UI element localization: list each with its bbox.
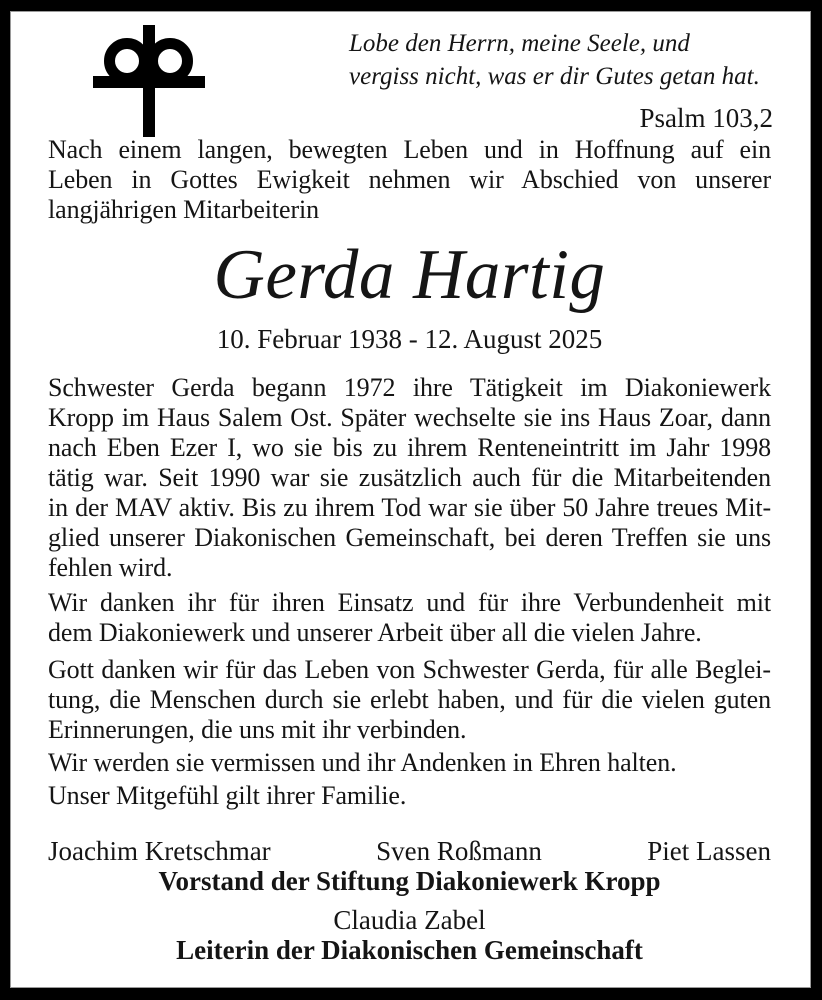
text-line: langjährigen Mitarbeiterin <box>48 195 320 224</box>
obituary-paragraph-2 <box>48 588 771 648</box>
text-line: Kropp im Haus Salem Ost. Später wechselte sie ins Haus Zoar, dann <box>48 403 771 432</box>
obituary-paragraph-1 <box>48 373 771 583</box>
text-line: Nach einem langen, bewegten Leben und in Hoffnung auf ein <box>48 135 771 164</box>
leader-name: Claudia Zabel <box>333 905 486 935</box>
signatory-name-1: Joachim Kretschmar <box>48 836 271 866</box>
board-title: Vorstand der Stiftung Diakoniewerk Kropp <box>158 866 661 896</box>
obituary-paragraph-4 <box>48 748 771 778</box>
deceased-name: Gerda Hartig <box>213 236 606 314</box>
text-line: tung, die Menschen durch sie erlebt haben, und für die vielen guten <box>48 685 771 714</box>
text-line: Unser Mitgefühl gilt ihrer Familie. <box>48 781 407 810</box>
scripture-quote <box>349 27 773 133</box>
text-line: in der MAV aktiv. Bis zu ihrem Tod war sie über 50 Jahre treues Mit- <box>48 493 771 522</box>
diakonie-crown-cross-icon <box>93 25 205 137</box>
text-line: glied unserer Diakonischen Gemeinschaft, bei deren Treffen sie uns <box>48 523 771 552</box>
signatory-name-3: Piet Lassen <box>647 836 771 866</box>
obituary-paragraph-5 <box>48 781 771 811</box>
life-dates: 10. Februar 1938 - 12. August 2025 <box>216 324 603 354</box>
signature-row <box>48 836 771 866</box>
quote-line-1: Lobe den Herrn, meine Seele, und <box>349 30 690 57</box>
text-line: tätig war. Seit 1990 war sie zusätzlich auch für die Mitarbeitenden <box>48 463 771 492</box>
text-line: Leben in Gottes Ewigkeit nehmen wir Abschied von unserer <box>48 165 771 194</box>
intro-paragraph <box>48 135 771 225</box>
notice-content <box>48 135 771 965</box>
psalm-reference: Psalm 103,2 <box>639 103 773 133</box>
text-line: dem Diakoniewerk und unserer Arbeit über all die vielen Jahre. <box>48 618 702 647</box>
text-line: Wir danken ihr für ihren Einsatz und für ihre Verbundenheit mit <box>48 588 771 617</box>
signatory-name-2: Sven Roßmann <box>376 836 542 866</box>
text-line: Erinnerungen, die uns mit ihr verbinden. <box>48 715 467 744</box>
text-line: Gott danken wir für das Leben von Schwester Gerda, für alle Beglei- <box>48 655 771 684</box>
text-line: fehlen wird. <box>48 553 173 582</box>
text-line: Schwester Gerda begann 1972 ihre Tätigkeit im Diakoniewerk <box>48 373 771 402</box>
obituary-paragraph-3 <box>48 655 771 745</box>
quote-line-2: vergiss nicht, was er dir Gutes getan hat. <box>349 63 760 90</box>
leader-title: Leiterin der Diakonischen Gemeinschaft <box>176 935 643 965</box>
text-line: nach Eben Ezer I, wo sie bis zu ihrem Renteneintritt im Jahr 1998 <box>48 433 771 462</box>
text-line: Wir werden sie vermissen und ihr Andenken in Ehren halten. <box>48 748 677 777</box>
notice-sheet <box>10 11 811 988</box>
